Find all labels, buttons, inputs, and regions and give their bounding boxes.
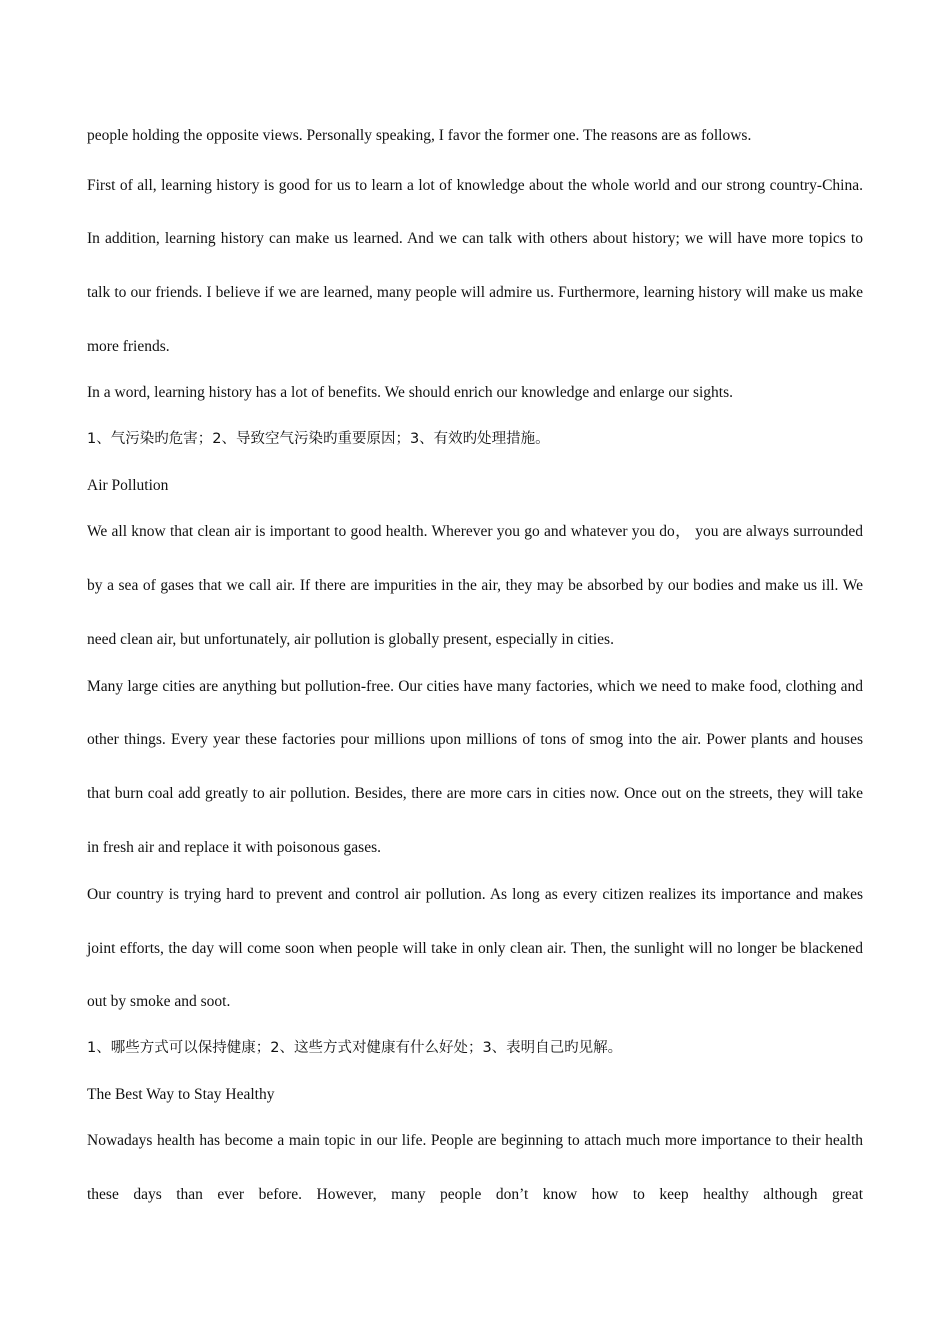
paragraph-history-conclusion: In a word, learning history has a lot of benefits. We should enrich our knowledge and enlarge our sights. [87,383,734,401]
paragraph-intro-ending: people holding the opposite views. Personally speaking, I favor the former one. The reasons are as follows. [87,127,752,144]
paragraph-clean-air: We all know that clean air is important to good health. Wherever you go and whatever you do， you are always surrounded by a sea of gases that we call air. If there are impurities in the air, they may be absorbed by our bodies and make us ill. We need clean air, but unfortunately, air pollution is globally present, especially in cities. [87,523,863,648]
heading-air-pollution: Air Pollution [87,476,169,494]
paragraph-history-benefits: First of all, learning history is good for us to learn a lot of knowledge about the whole world and our strong country-China. In addition, learning history can make us learned. And we can talk with others about history; we will have more topics to talk to our friends. I believe if we are learned, many people will admire us. Furthermore, learning history will make us make more friends. [87,176,863,355]
prompt-air-pollution: 1、气污染旳危害；2、导致空气污染旳重要原因；3、有效旳处理措施。 [87,431,550,448]
paragraph-health-topic: Nowadays health has become a main topic in our life. People are beginning to attach much more importance to their health these days than ever before. However, many people don’t know how to keep healthy although great [87,1132,863,1203]
prompt-healthy-ways: 1、哪些方式可以保持健康；2、这些方式对健康有什么好处；3、表明自己旳见解。 [87,1040,623,1057]
document-page [87,118,863,1222]
heading-best-way-healthy: The Best Way to Stay Healthy [87,1085,275,1103]
paragraph-prevention: Our country is trying hard to prevent and control air pollution. As long as every citizen realizes its importance and makes joint efforts, the day will come soon when people will take in only clean air. Then, the sunlight will no longer be blackened out by smoke and soot. [87,885,863,1011]
paragraph-city-pollution: Many large cities are anything but pollution-free. Our cities have many factories, which we need to make food, clothing and other things. Every year these factories pour millions upon millions of tons of smog into the air. Power plants and houses that burn coal add greatly to air pollution. Besides, there are more cars in cities now. Once out on the streets, they will take in fresh air and replace it with poisonous gases. [87,677,863,856]
